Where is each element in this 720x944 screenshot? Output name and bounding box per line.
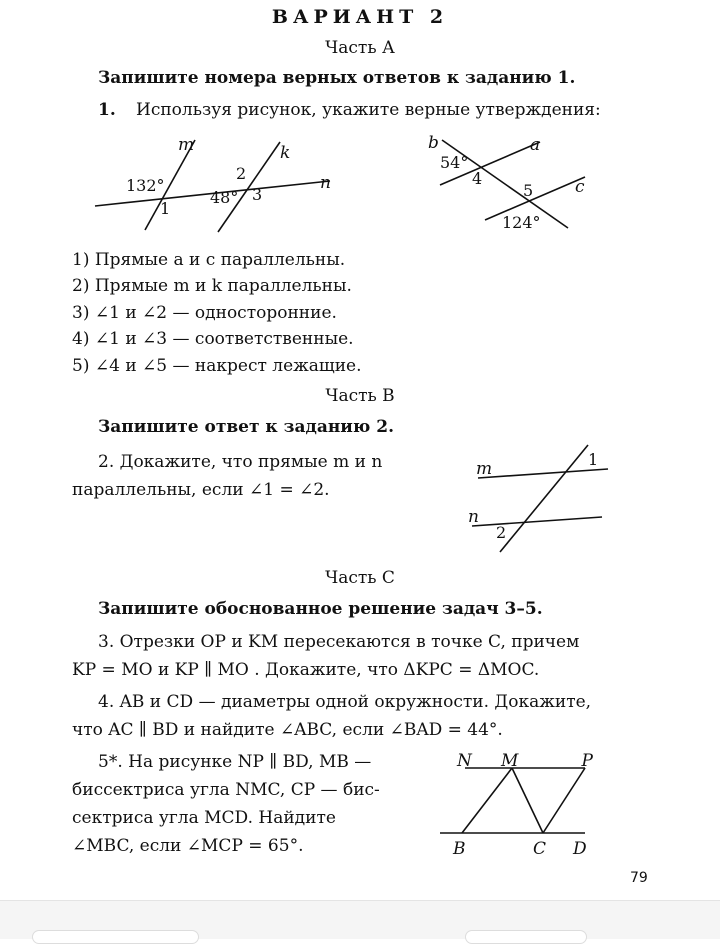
label-k: k bbox=[280, 143, 291, 163]
label-N: N bbox=[457, 751, 472, 771]
angle-124: 124° bbox=[502, 213, 541, 232]
option-4: 4) ∠1 и ∠3 — соответственные. bbox=[72, 329, 354, 349]
variant-title: ВАРИАНТ 2 bbox=[271, 6, 449, 28]
angle-2: 2 bbox=[236, 164, 247, 183]
label-P: P bbox=[581, 751, 593, 771]
figure-1 bbox=[90, 132, 350, 232]
angle-1: 1 bbox=[160, 199, 171, 218]
line-m bbox=[478, 469, 608, 478]
option-5: 5) ∠4 и ∠5 — накрест лежащие. bbox=[72, 356, 362, 376]
figure-4 bbox=[435, 748, 595, 860]
line-n bbox=[472, 517, 602, 526]
q5-line-2: биссектриса угла NMC, CP — бис- bbox=[72, 780, 380, 800]
angle-5: 5 bbox=[523, 181, 534, 200]
segment-mc bbox=[512, 768, 543, 833]
q4-line-2: что AC ∥ BD и найдите ∠ABC, если ∠BAD = 44°. bbox=[72, 720, 503, 740]
q1-number: 1. bbox=[98, 100, 116, 120]
q5-line-4: ∠MBC, если ∠MCP = 65°. bbox=[72, 836, 304, 856]
angle-3: 3 bbox=[252, 185, 263, 204]
label-n: n bbox=[468, 507, 479, 527]
figure-2 bbox=[420, 130, 620, 235]
q2-line-1: 2. Докажите, что прямые m и n bbox=[98, 452, 383, 472]
angle-4: 4 bbox=[472, 169, 483, 188]
page-number: 79 bbox=[630, 870, 648, 886]
part-a-heading: Часть А bbox=[325, 38, 395, 58]
label-a: a bbox=[530, 135, 541, 155]
q2-line-2: параллельны, если ∠1 = ∠2. bbox=[72, 480, 330, 500]
option-3: 3) ∠1 и ∠2 — односторонние. bbox=[72, 303, 337, 323]
part-b-instruction: Запишите ответ к заданию 2. bbox=[98, 417, 394, 437]
transversal bbox=[500, 445, 588, 552]
label-m: m bbox=[178, 135, 195, 155]
angle-48: 48° bbox=[210, 188, 239, 207]
figure-3 bbox=[460, 440, 620, 555]
angle-132: 132° bbox=[126, 176, 165, 195]
q3-line-2: KP = MO и KP ∥ MO . Докажите, что ΔKPC = ΔMOC. bbox=[72, 660, 540, 680]
option-2: 2) Прямые m и k параллельны. bbox=[72, 276, 352, 296]
label-c: c bbox=[575, 177, 585, 197]
segment-cp bbox=[543, 768, 585, 833]
label-C: C bbox=[533, 839, 547, 859]
q4-line-1: 4. AB и CD — диаметры одной окружности. Докажите, bbox=[98, 692, 592, 712]
part-b-heading: Часть В bbox=[325, 386, 395, 406]
label-b: b bbox=[428, 133, 439, 153]
q1-text: Используя рисунок, укажите верные утверждения: bbox=[136, 100, 601, 120]
label-B: B bbox=[453, 839, 466, 859]
part-c-instruction: Запишите обоснованное решение задач 3–5. bbox=[98, 599, 543, 619]
label-D: D bbox=[573, 839, 587, 859]
option-1: 1) Прямые a и c параллельны. bbox=[72, 250, 346, 270]
q5-line-3: сектриса угла MCD. Найдите bbox=[72, 808, 336, 828]
part-c-heading: Часть С bbox=[325, 568, 395, 588]
q3-line-1: 3. Отрезки OP и KM пересекаются в точке C, причем bbox=[98, 632, 580, 652]
label-m: m bbox=[476, 459, 493, 479]
angle-2: 2 bbox=[496, 523, 507, 542]
part-a-instruction: Запишите номера верных ответов к заданию 1. bbox=[98, 68, 576, 88]
label-n: n bbox=[320, 173, 331, 193]
angle-1: 1 bbox=[588, 450, 599, 469]
footer-control-right[interactable] bbox=[465, 930, 587, 944]
footer-control-left[interactable] bbox=[32, 930, 199, 944]
segment-mb bbox=[462, 768, 512, 833]
angle-54: 54° bbox=[440, 153, 469, 172]
q5-line-1: 5*. На рисунке NP ∥ BD, MB — bbox=[98, 752, 372, 772]
label-M: M bbox=[501, 751, 519, 771]
